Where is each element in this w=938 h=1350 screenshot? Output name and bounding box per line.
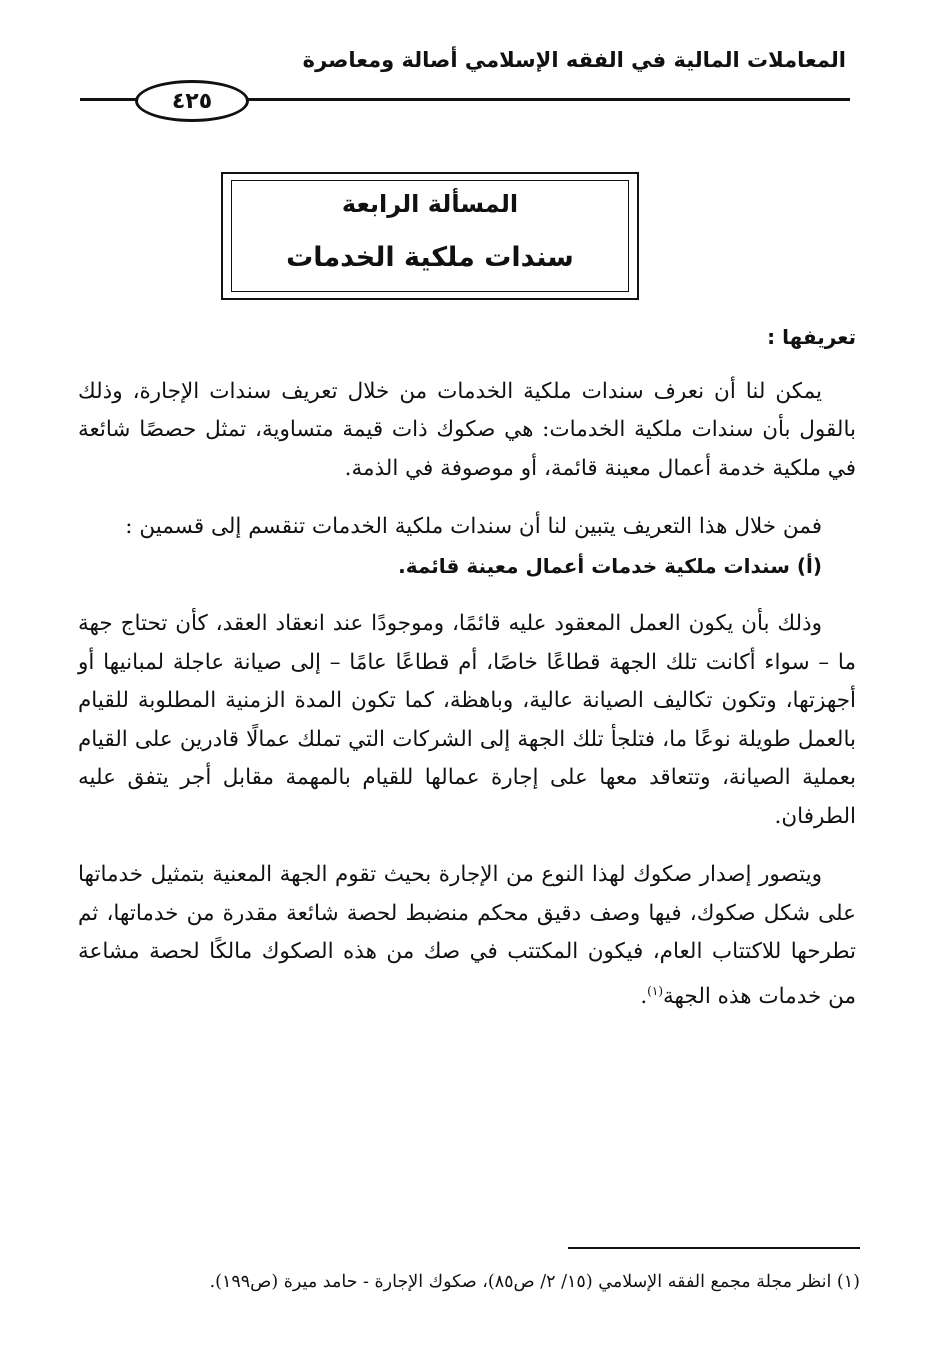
paragraph-issuance — [78, 856, 856, 1016]
section-title-number: المسألة الرابعة — [341, 190, 519, 218]
running-header: المعاملات المالية في الفقه الإسلامي أصالة ومعاصرة — [302, 48, 846, 72]
definition-heading: تعريفها : — [767, 325, 856, 349]
main-content — [78, 318, 856, 1016]
subsection-a-heading: (أ) سندات ملكية خدمات أعمال معينة قائمة. — [398, 553, 822, 578]
paragraph-issuance-end: . — [640, 983, 648, 1009]
footnote-separator — [568, 1247, 860, 1249]
section-title-box — [221, 172, 639, 300]
paragraph-definition: يمكن لنا أن نعرف سندات ملكية الخدمات من خلال تعريف سندات الإجارة، وذلك بالقول بأن سندات ملكية الخدمات: هي صكوك ذات قيمة متساوية، تمثل حصصًا شائعة في ملكية خدمة أعمال معينة قائمة، أو موصوفة في الذمة. — [78, 378, 856, 481]
paragraph-issuance-text: ويتصور إصدار صكوك لهذا النوع من الإجارة بحيث تقوم الجهة المعنية بتمثيل خدماتها على شكل صكوك، فيها وصف دقيق محكم منضبط لحصة شائعة مقدرة من خدماتها، ثم تطرحها للاكتتاب العام، فيكون المكتتب في صك من هذه الصكوك مالكًا لحصة مشاعة من خدمات هذه الجهة — [78, 862, 856, 1009]
paragraph-division: فمن خلال هذا التعريف يتبين لنا أن سندات ملكية الخدمات تنقسم إلى قسمين : — [125, 514, 822, 539]
page-number: ٤٢٥ — [135, 80, 249, 122]
footnote-reference: (١) — [647, 983, 663, 998]
paragraph-example: وذلك بأن يكون العمل المعقود عليه قائمًا، وموجودًا عند انعقاد العقد، كأن تحتاج جهة ما – سواء أكانت تلك الجهة قطاعًا خاصًا، أم قطاعًا عامًا – إلى صيانة عاجلة لمبانيها أو أجهزتها، وتكون تكاليف الصيانة عالية، وباهظة، كما تكون المدة الزمنية المطلوبة للقيام بالعمل طويلة نوعًا ما، فتلجأ تلك الجهة إلى الشركات التي تملك عمالًا قادرين على القيام بعملية الصيانة، وتتعاقد معها على إجارة عمالها للقيام بالمهمة مقابل أجر يتفق عليه الطرفان. — [78, 611, 856, 829]
footnote: (١) انظر مجلة مجمع الفقه الإسلامي (١٥/ ٢/ ص٨٥)، صكوك الإجارة - حامد ميرة (ص١٩٩). — [209, 1272, 860, 1292]
section-title: سندات ملكية الخدمات — [286, 242, 574, 273]
header-rule-group — [80, 76, 850, 116]
